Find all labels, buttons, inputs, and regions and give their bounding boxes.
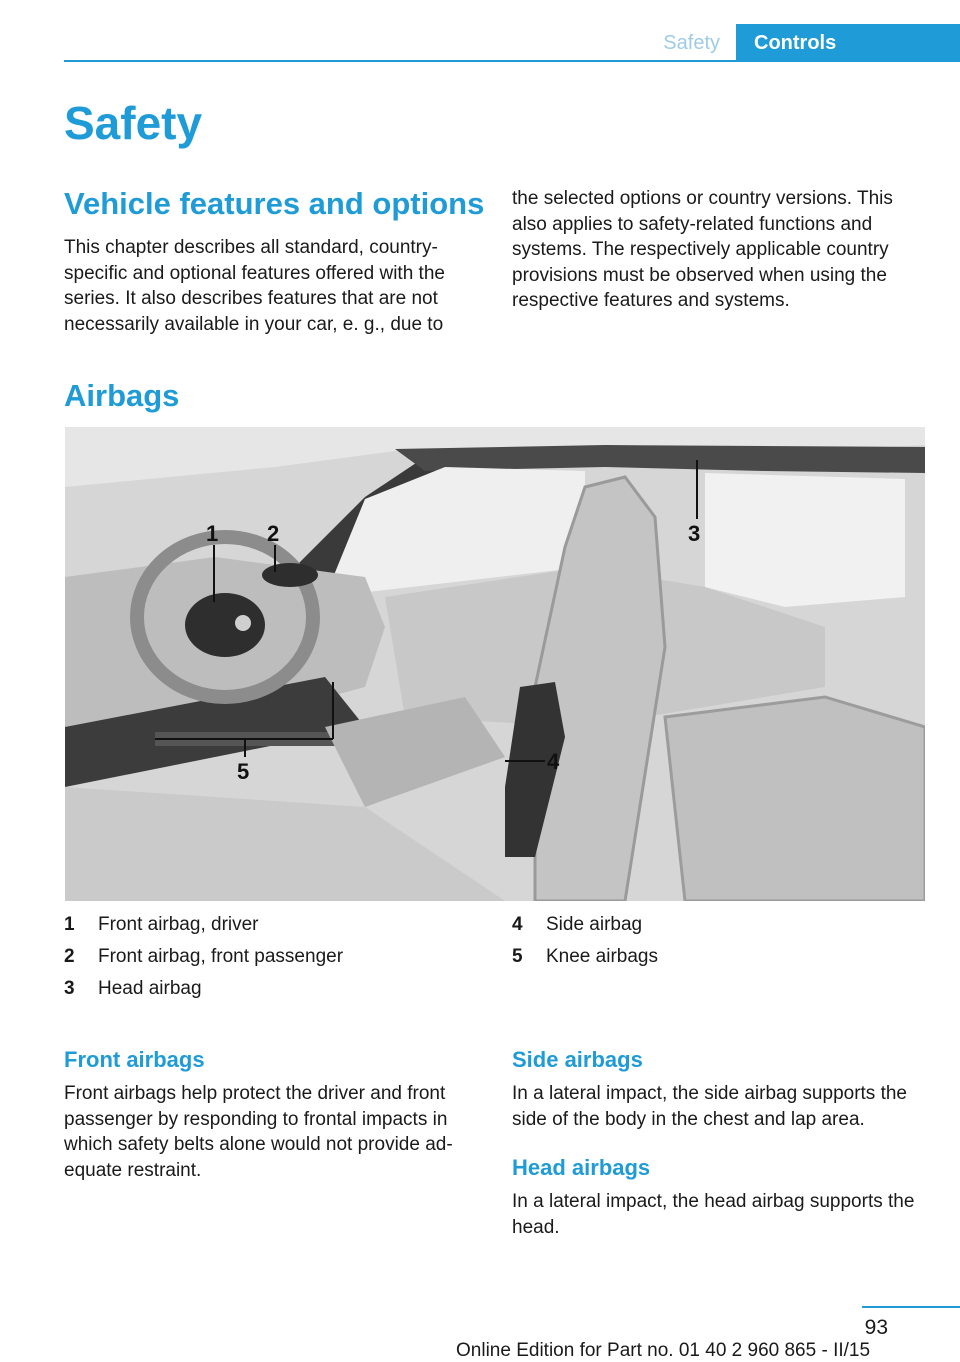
header-tab-safety[interactable]: Safety — [663, 32, 720, 54]
legend-number: 4 — [512, 914, 523, 935]
legend-label: Side airbag — [546, 914, 643, 935]
header-rule — [64, 60, 960, 62]
vehicle-features-heading: Vehicle features and options — [64, 186, 485, 221]
front-airbags-text: Front airbags help protect the driver and front passenger by responding to frontal impacts in which safety belts alone would not provide ad-equate restraint. — [64, 1083, 453, 1181]
legend-number: 3 — [64, 978, 75, 999]
head-airbags-heading: Head airbags — [512, 1155, 651, 1180]
legend-label: Front airbag, front passenger — [98, 946, 344, 967]
legend-item — [64, 912, 484, 937]
side-airbags-heading: Side airbags — [512, 1047, 643, 1072]
legend-item — [512, 944, 932, 969]
side-airbags-text: In a lateral impact, the side airbag supports the side of the body in the chest and lap area. — [512, 1083, 908, 1130]
airbags-heading: Airbags — [64, 378, 180, 413]
callout-5: 5 — [237, 759, 250, 784]
footer-rule — [862, 1306, 960, 1308]
legend-item — [512, 912, 932, 937]
callout-1: 1 — [206, 521, 219, 546]
head-airbags-text: In a lateral impact, the head airbag supports the head. — [512, 1191, 915, 1238]
vehicle-features-text-right: the selected options or country versions. This also applies to safety-related functions and systems. The respectively applicable country provisions must be observed when using the respective features and systems. — [512, 188, 893, 311]
legend-number: 1 — [64, 914, 75, 935]
callout-3: 3 — [688, 521, 701, 546]
header-tab-controls[interactable]: Controls — [736, 24, 960, 62]
airbag-locations-figure — [65, 427, 925, 901]
front-airbags-heading: Front airbags — [64, 1047, 205, 1072]
callout-2: 2 — [267, 521, 280, 546]
page-title: Safety — [64, 97, 203, 149]
vehicle-features-text-left: This chapter describes all standard, country-specific and optional features offered with the series. It also describes features that are not necessarily available in your car, e. g., due to — [64, 237, 445, 335]
legend-number: 2 — [64, 946, 75, 967]
legend-label: Front airbag, driver — [98, 914, 259, 935]
page-number: 93 — [864, 1316, 888, 1339]
edition-note: Online Edition for Part no. 01 40 2 960 865 - II/15 — [456, 1340, 871, 1361]
callout-4: 4 — [547, 749, 560, 774]
legend-label: Knee airbags — [546, 946, 658, 967]
legend-number: 5 — [512, 946, 523, 967]
legend-label: Head airbag — [98, 978, 202, 999]
legend-item — [64, 944, 484, 969]
legend-item — [64, 976, 484, 1001]
